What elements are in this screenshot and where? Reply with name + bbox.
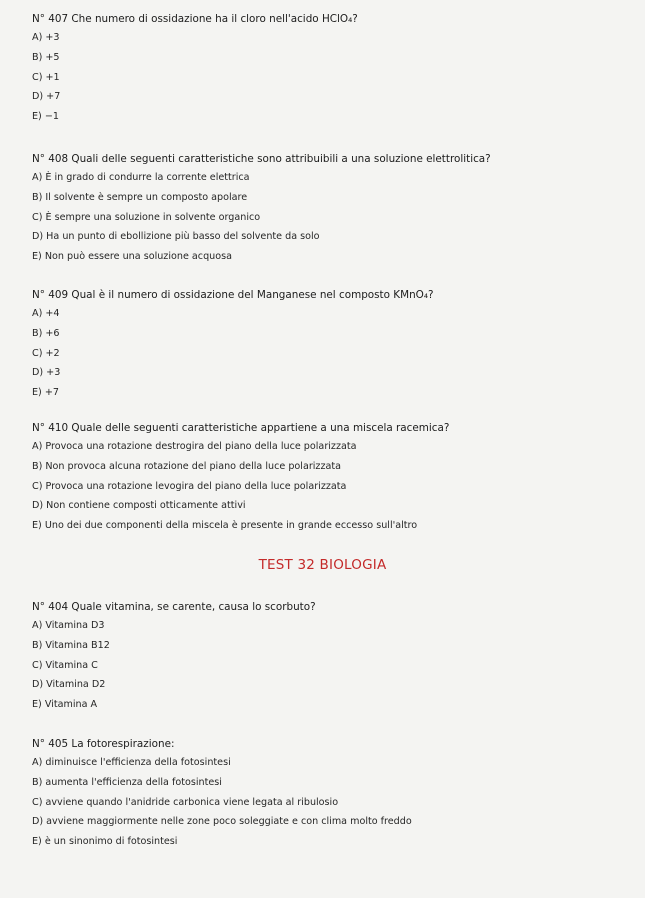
answer-option: E) −1 <box>32 111 59 123</box>
answer-option: A) Provoca una rotazione destrogira del piano della luce polarizzata <box>32 441 357 452</box>
answer-option: B) +5 <box>32 51 60 63</box>
answer-option: B) aumenta l'efficienza della fotosintesi <box>32 776 222 788</box>
question-text: N° 404 Quale vitamina, se carente, causa lo scorbuto? <box>32 601 316 613</box>
question-408 <box>32 150 635 267</box>
answer-option: D) +3 <box>32 367 61 379</box>
answer-option: D) Vitamina D2 <box>32 679 106 691</box>
question-text: N° 408 Quali delle seguenti caratteristiche sono attribuibili a una soluzione elettrolitica? <box>32 153 491 165</box>
question-text: N° 410 Quale delle seguenti caratteristiche appartiene a una miscela racemica? <box>32 422 450 434</box>
answer-option: C) +1 <box>32 71 60 83</box>
question-404 <box>32 598 635 715</box>
answer-option: C) avviene quando l'anidride carbonica viene legata al ribulosio <box>32 796 339 808</box>
answer-option: D) +7 <box>32 91 61 103</box>
answer-option: A) È in grado di condurre la corrente elettrica <box>32 172 250 183</box>
answer-option: E) è un sinonimo di fotosintesi <box>32 836 178 848</box>
answer-option: B) Non provoca alcuna rotazione del piano della luce polarizzata <box>32 460 342 472</box>
answer-option: B) Vitamina B12 <box>32 639 110 651</box>
answer-option: C) +2 <box>32 347 60 359</box>
answer-option: A) +4 <box>32 308 60 319</box>
answer-option: C) Provoca una rotazione levogira del piano della luce polarizzata <box>32 480 347 492</box>
answer-option: A) Vitamina D3 <box>32 620 105 631</box>
answer-option: E) Uno dei due componenti della miscela è presente in grande eccesso sull'altro <box>32 520 418 532</box>
question-text: N° 407 Che numero di ossidazione ha il cloro nell'acido HClO₄? <box>32 13 358 25</box>
question-409 <box>32 286 635 403</box>
answer-option: A) diminuisce l'efficienza della fotosintesi <box>32 757 231 768</box>
answer-option: E) Vitamina A <box>32 699 98 711</box>
question-text: N° 409 Qual è il numero di ossidazione del Manganese nel composto KMnO₄? <box>32 289 434 301</box>
answer-option: D) avviene maggiormente nelle zone poco soleggiate e con clima molto freddo <box>32 816 412 828</box>
section-title: TEST 32 BIOLOGIA <box>258 557 387 573</box>
answer-option: B) +6 <box>32 327 60 339</box>
question-410 <box>32 419 635 536</box>
answer-option: D) Non contiene composti otticamente attivi <box>32 500 246 512</box>
question-text: N° 405 La fotorespirazione: <box>32 738 175 750</box>
question-407 <box>32 10 635 127</box>
answer-option: E) +7 <box>32 387 59 399</box>
answer-option: E) Non può essere una soluzione acquosa <box>32 251 232 263</box>
answer-option: D) Ha un punto di ebollizione più basso del solvente da solo <box>32 231 320 243</box>
answer-option: C) È sempre una soluzione in solvente organico <box>32 211 261 223</box>
answer-option: B) Il solvente è sempre un composto apolare <box>32 191 248 203</box>
question-405 <box>32 735 635 852</box>
answer-option: C) Vitamina C <box>32 659 98 671</box>
answer-option: A) +3 <box>32 32 60 43</box>
